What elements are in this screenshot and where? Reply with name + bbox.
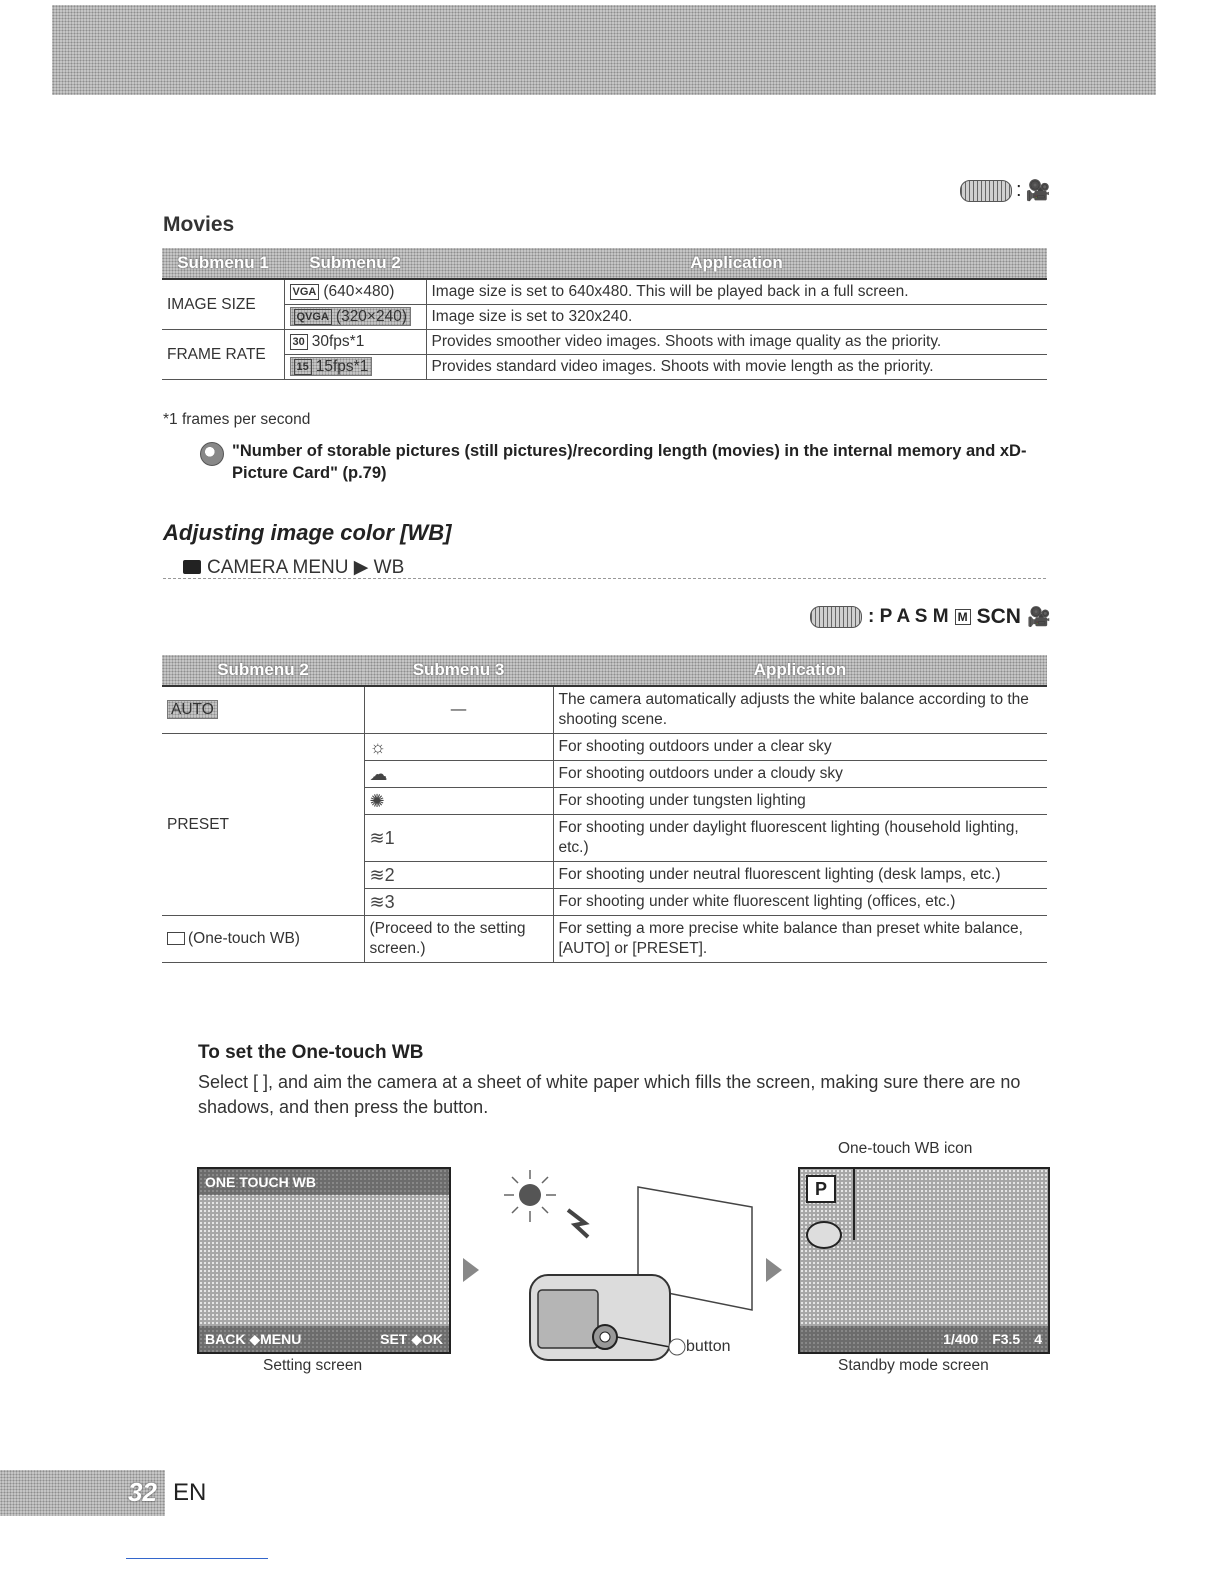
auto-description: The camera automatically adjusts the white balance according to the shooting scene.: [553, 686, 1047, 734]
setting-screen-illustration: [197, 1167, 451, 1354]
setting-screen-bottom-bar: [199, 1326, 449, 1352]
fluorescent-1-description: For shooting under daylight fluorescent lighting (household lighting, etc.): [553, 815, 1047, 862]
header-submenu-2: Submenu 2: [162, 655, 364, 686]
button-label: button: [686, 1338, 731, 1355]
arrow-right-icon: [766, 1258, 782, 1282]
note-text: "Number of storable pictures (still pictures)/recording length (movies) in the internal memory and xD-Picture Card" (p.79): [232, 442, 1027, 482]
reflection-arrow-icon: [568, 1210, 588, 1237]
onetouch-instructions: Select [ ], and aim the camera at a sheet of white paper which fills the screen, making sure there are no shadows, and then press the button.: [198, 1072, 1021, 1117]
page-number: 32: [128, 1477, 157, 1507]
onetouch-description: For setting a more precise white balance than preset white balance, [AUTO] or [PRESET].: [553, 916, 1047, 963]
tungsten-icon: ✺: [364, 788, 553, 815]
camera-body-icon: [530, 1275, 670, 1360]
fps15-icon: 15: [294, 359, 312, 375]
table-row: [162, 355, 1047, 380]
fluorescent-2-icon: ≋2: [364, 862, 553, 889]
header-application: Application: [426, 248, 1047, 279]
standby-screen-illustration: [798, 1167, 1050, 1354]
header-submenu-2: Submenu 2: [284, 248, 426, 279]
setting-screen-title: ONE TOUCH WB: [205, 1174, 316, 1190]
standby-bottom-bar: [800, 1326, 1048, 1352]
fluorescent-1-icon: ≋1: [364, 815, 553, 862]
table-row: [162, 305, 1047, 330]
cloudy-description: For shooting outdoors under a cloudy sky: [553, 761, 1047, 788]
movie-mode-icon: 🎥: [1026, 607, 1051, 628]
back-menu-label: BACK ◆MENU: [205, 1330, 302, 1347]
table-row: [162, 279, 1047, 305]
my-mode-icon: M: [955, 609, 971, 625]
header-submenu-3: Submenu 3: [364, 655, 553, 686]
program-mode-badge: P: [806, 1175, 836, 1203]
set-ok-label: SET ◆OK: [380, 1330, 443, 1347]
aperture-value: F3.5: [992, 1331, 1021, 1347]
fluorescent-2-description: For shooting under neutral fluorescent lighting (desk lamps, etc.): [553, 862, 1047, 889]
qvga-option: QVGA (320×240): [284, 305, 426, 330]
scn-label: SCN: [976, 605, 1021, 628]
fps15-option: 15 15fps*1: [284, 355, 426, 380]
preset-label: PRESET: [162, 734, 364, 916]
camera-icon: [183, 560, 201, 574]
fps30-option: 30 30fps*1: [284, 330, 426, 355]
table-row: [162, 686, 1047, 734]
vga-option: VGA (640×480): [284, 279, 426, 305]
menu-path-text: CAMERA MENU ▶ WB: [207, 557, 405, 578]
wb-mode-indicator: : P A S M M SCN 🎥: [810, 605, 1051, 629]
movie-mode-icon: 🎥: [1025, 180, 1051, 202]
header-submenu-1: Submenu 1: [162, 248, 284, 279]
image-size-label: IMAGE SIZE: [162, 279, 284, 330]
standby-screen-caption: Standby mode screen: [838, 1357, 989, 1374]
mode-dial-indicator: : 🎥: [960, 178, 1050, 203]
table-header-row: [162, 655, 1047, 686]
fps30-icon: 30: [290, 334, 308, 350]
reference-note: [200, 440, 1050, 484]
fluorescent-3-icon: ≋3: [364, 889, 553, 916]
callout-line: [853, 1168, 855, 1240]
fps30-description: Provides smoother video images. Shoots with image quality as the priority.: [426, 330, 1047, 355]
bottom-rule: [126, 1558, 268, 1559]
onetouch-wb-indicator-icon: [806, 1221, 842, 1249]
table-row: [162, 916, 1047, 963]
table-row: [162, 734, 1047, 761]
top-banner: [52, 5, 1156, 95]
onetouch-option: (One-touch WB): [162, 916, 364, 963]
table-row: [162, 330, 1047, 355]
header-application: Application: [553, 655, 1047, 686]
arrow-right-icon: [463, 1258, 479, 1282]
vga-icon: VGA: [290, 284, 320, 300]
mode-dial-icon: [960, 180, 1012, 202]
fps15-description: Provides standard video images. Shoots with movie length as the priority.: [426, 355, 1047, 380]
qvga-description: Image size is set to 320x240.: [426, 305, 1047, 330]
sunny-icon: ☼: [364, 734, 553, 761]
frame-rate-label: FRAME RATE: [162, 330, 284, 380]
fluorescent-3-description: For shooting under white fluorescent lighting (offices, etc.): [553, 889, 1047, 916]
wb-heading: Adjusting image color [WB]: [163, 520, 452, 545]
onetouch-wb-icon: [167, 932, 185, 945]
movies-table: [162, 248, 1047, 380]
page-language: EN: [173, 1479, 207, 1506]
setting-screen-caption: Setting screen: [263, 1357, 363, 1374]
sunny-description: For shooting outdoors under a clear sky: [553, 734, 1047, 761]
cloudy-icon: ☁: [364, 761, 553, 788]
onetouch-submenu3: (Proceed to the setting screen.): [364, 916, 553, 963]
footnote: *1 frames per second: [163, 411, 311, 428]
setting-screen-title-bar: [199, 1169, 449, 1195]
auto-option: AUTO: [162, 686, 364, 734]
onetouch-heading: To set the One-touch WB: [198, 1042, 424, 1063]
shots-remaining: 4: [1034, 1331, 1042, 1347]
sun-icon: [519, 1184, 541, 1206]
shutter-speed: 1/400: [943, 1331, 979, 1347]
auto-submenu3: —: [364, 686, 553, 734]
ok-button-icon: [669, 1339, 685, 1355]
movies-heading: Movies: [163, 213, 235, 236]
note-icon: [200, 442, 224, 466]
menu-path: [163, 556, 1046, 579]
table-header-row: [162, 248, 1047, 279]
vga-description: Image size is set to 640x480. This will be played back in a full screen.: [426, 279, 1047, 305]
mode-dial-icon: [810, 606, 862, 628]
tungsten-description: For shooting under tungsten lighting: [553, 788, 1047, 815]
onetouch-icon-callout: One-touch WB icon: [838, 1140, 973, 1157]
qvga-icon: QVGA: [294, 309, 332, 325]
wb-table: [162, 655, 1047, 963]
